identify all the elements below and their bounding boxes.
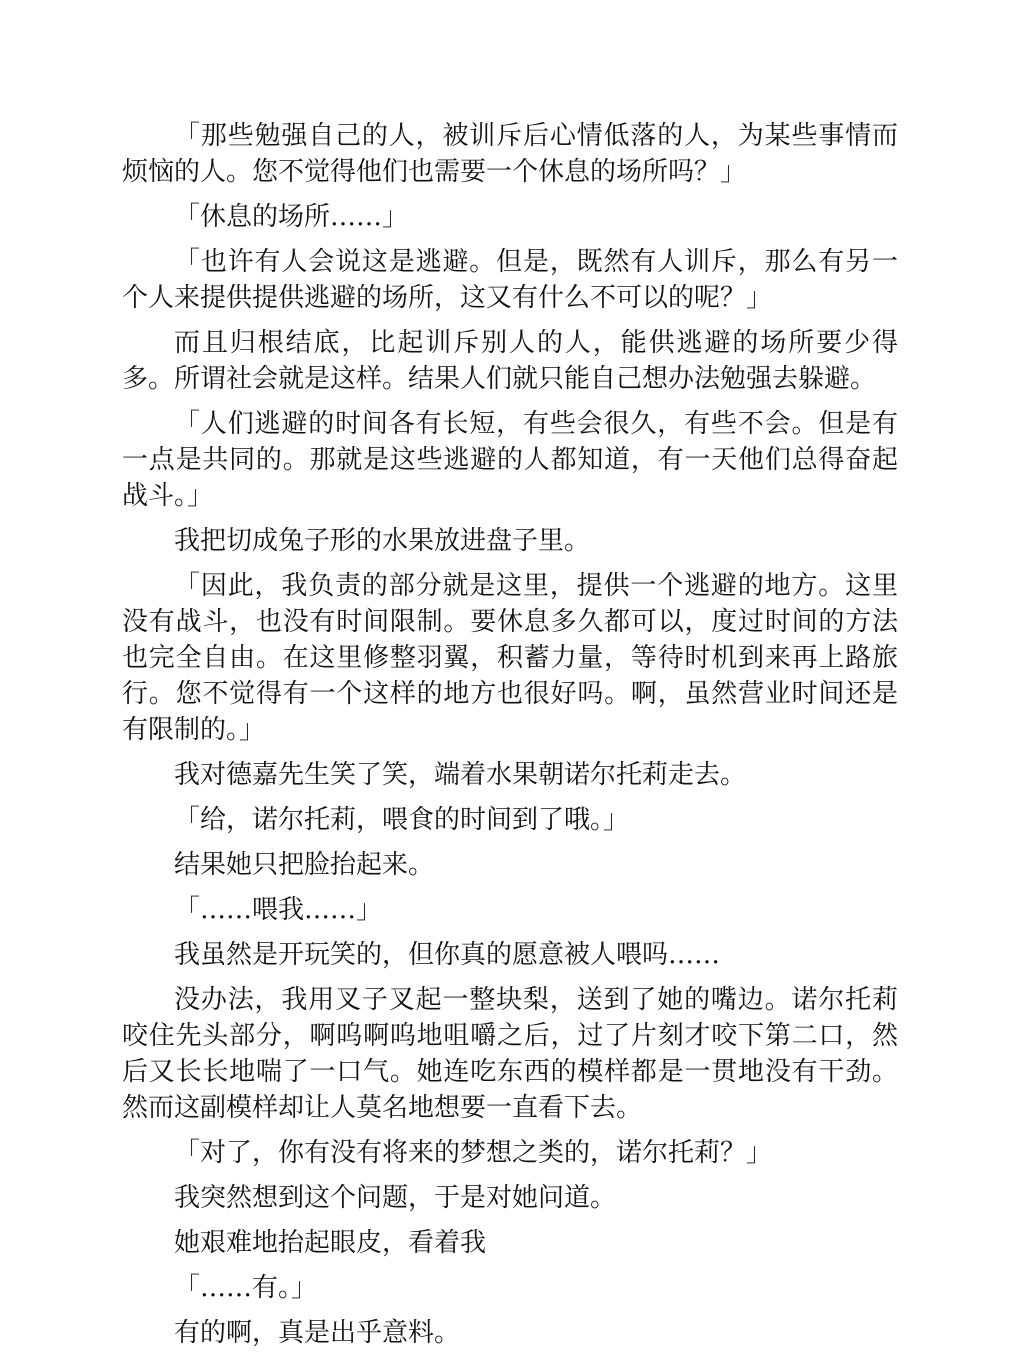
paragraph-7: 「因此，我负责的部分就是这里，提供一个逃避的地方。这里没有战斗，也没有时间限制。要休息多久都可以，度过时间的方法也完全自由。在这里修整羽翼，积蓄力量，等待时机到来再上路旅行。您不觉得有一个这样的地方也很好吗。啊，虽然营业时间还是有限制的。」 — [122, 571, 898, 745]
paragraph-9: 「给，诺尔托莉，喂食的时间到了哦。」 — [174, 805, 630, 835]
paragraph-17: 「……有。」 — [174, 1273, 318, 1303]
page-body — [122, 118, 898, 1360]
paragraph-10: 结果她只把脸抬起来。 — [174, 850, 435, 880]
paragraph-14: 「对了，你有没有将来的梦想之类的，诺尔托莉？」 — [174, 1138, 773, 1168]
paragraph-15: 我突然想到这个问题，于是对她问道。 — [174, 1183, 617, 1213]
paragraph-3: 「也许有人会说这是逃避。但是，既然有人训斥，那么有另一个人来提供提供逃避的场所，这又有什么不可以的呢？」 — [122, 247, 898, 313]
paragraph-11: 「……喂我……」 — [174, 895, 383, 925]
paragraph-8: 我对德嘉先生笑了笑，端着水果朝诺尔托莉走去。 — [174, 760, 747, 790]
paragraph-16: 她艰难地抬起眼皮，看着我 — [174, 1228, 487, 1258]
paragraph-4: 而且归根结底，比起训斥别人的人，能供逃避的场所要少得多。所谓社会就是这样。结果人们就只能自己想办法勉强去躲避。 — [122, 328, 898, 394]
paragraph-13: 没办法，我用叉子叉起一整块梨，送到了她的嘴边。诺尔托莉咬住先头部分，啊呜啊呜地咀嚼之后，过了片刻才咬下第二口，然后又长长地喘了一口气。她连吃东西的模样都是一贯地没有干劲。然而这副模样却让人莫名地想要一直看下去。 — [122, 985, 898, 1123]
paragraph-5: 「人们逃避的时间各有长短，有些会很久，有些不会。但是有一点是共同的。那就是这些逃避的人都知道，有一天他们总得奋起战斗。」 — [122, 409, 898, 511]
paragraph-6: 我把切成兔子形的水果放进盘子里。 — [174, 526, 591, 556]
paragraph-12: 我虽然是开玩笑的，但你真的愿意被人喂吗…… — [174, 940, 721, 970]
paragraph-1: 「那些勉强自己的人，被训斥后心情低落的人，为某些事情而烦恼的人。您不觉得他们也需要一个休息的场所吗？」 — [122, 121, 898, 187]
paragraph-18: 有的啊，真是出乎意料。 — [174, 1318, 461, 1348]
paragraph-2: 「休息的场所……」 — [174, 202, 409, 232]
